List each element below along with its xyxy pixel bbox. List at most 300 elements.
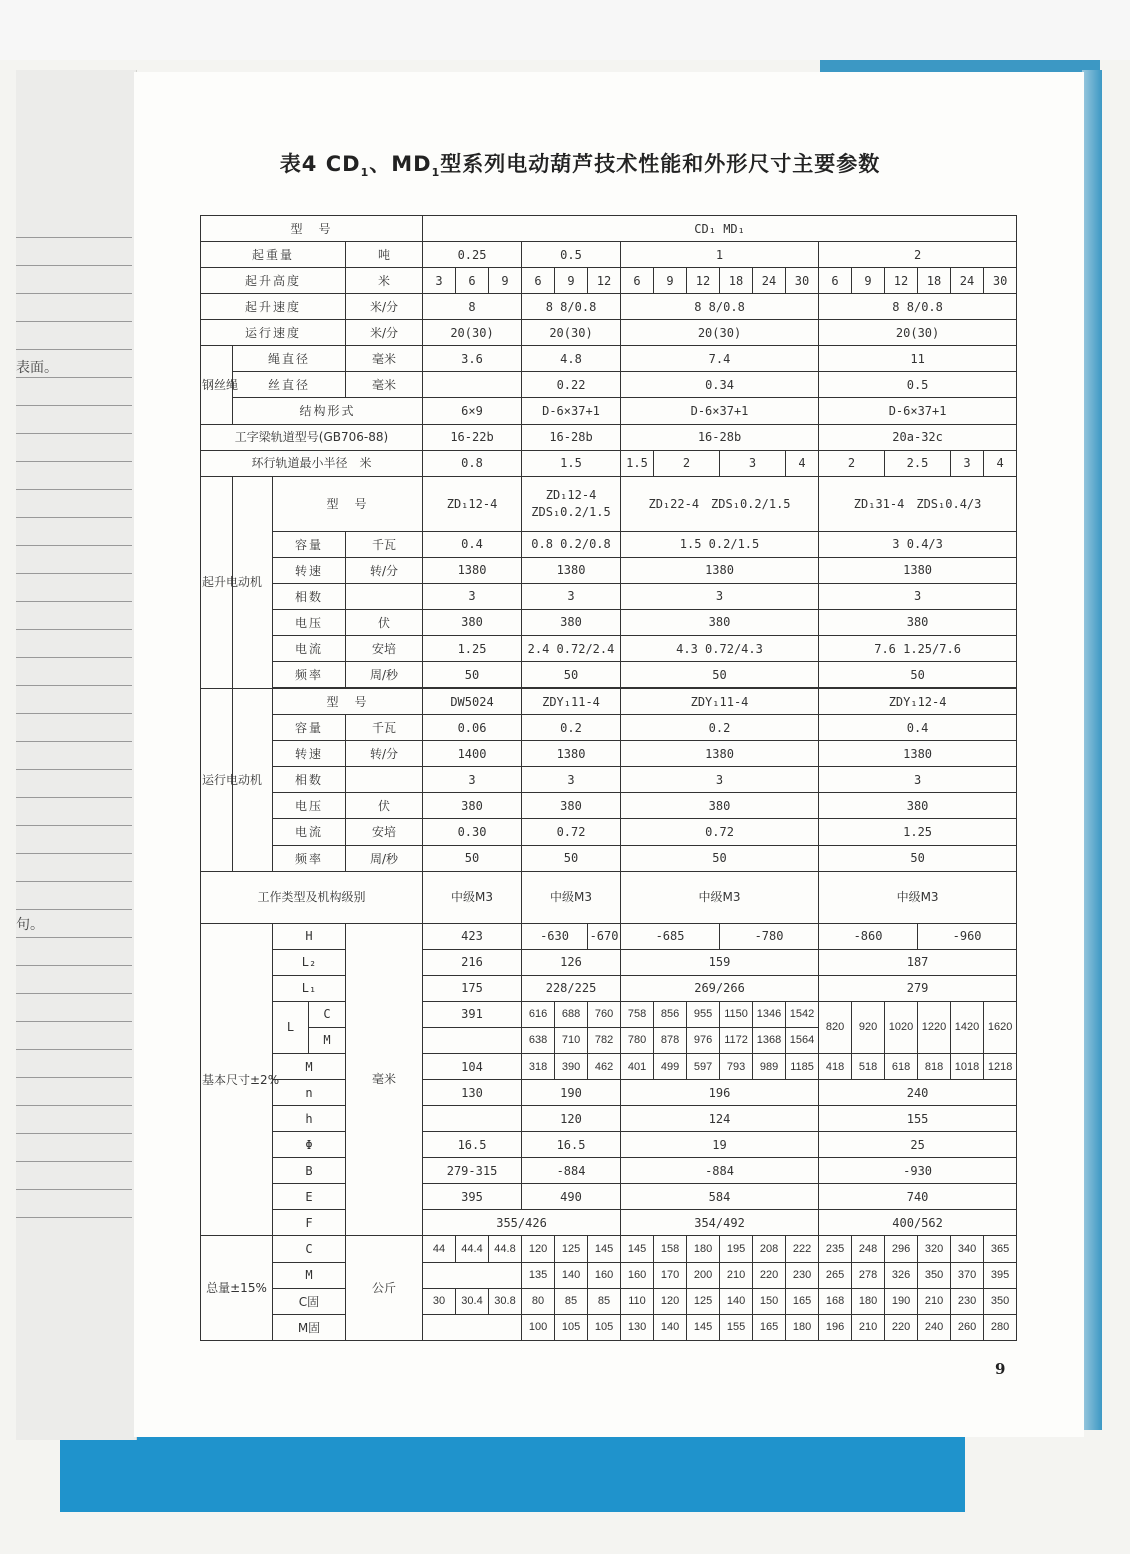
- lift-height-value: 6: [456, 268, 489, 294]
- ibeam-label: 工字梁轨道型号(GB706-88): [201, 424, 423, 450]
- travel-voltage-value: 380: [522, 793, 621, 819]
- title-separator: 、MD: [369, 152, 432, 176]
- dim-value: 499: [654, 1054, 687, 1080]
- work-class-value: 中级M3: [522, 871, 621, 923]
- capacity-value: 2: [819, 242, 1017, 268]
- dim-value: 1542: [786, 1001, 819, 1027]
- table-row: [201, 767, 1017, 793]
- weight-value: 340: [951, 1236, 984, 1262]
- work-class-value: 中级M3: [819, 871, 1017, 923]
- hoist-motor-model-value: ZD₁22-4 ZDS₁0.2/1.5: [621, 476, 819, 531]
- table-row: [201, 949, 1017, 975]
- dim-label: L: [273, 1001, 309, 1053]
- dim-label: L₂: [273, 949, 346, 975]
- dim-value: 355/426: [423, 1210, 621, 1236]
- hoist-current-label: 电流: [273, 636, 346, 662]
- dim-value: 354/492: [621, 1210, 819, 1236]
- dim-value: 279: [819, 975, 1017, 1001]
- travel-speed-motor-value: 1380: [819, 741, 1017, 767]
- spec-table: [200, 215, 1017, 1341]
- weight-value: 105: [555, 1314, 588, 1340]
- lift-height-value: 24: [753, 268, 786, 294]
- dim-sublabel: C: [309, 1001, 346, 1027]
- hoist-speed-label: 转速: [273, 557, 346, 583]
- hoist-speed-value: 1380: [819, 557, 1017, 583]
- ring-radius-unit: 米: [359, 456, 372, 471]
- travel-motor-group-label: 运行电动机: [201, 689, 233, 871]
- dim-value: 401: [621, 1054, 654, 1080]
- travel-frequency-value: 50: [621, 845, 819, 871]
- capacity-value: 0.25: [423, 242, 522, 268]
- table-row: [201, 1184, 1017, 1210]
- travel-phase-unit: [346, 767, 423, 793]
- dim-value: 400/562: [819, 1210, 1017, 1236]
- travel-phase-value: 3: [819, 767, 1017, 793]
- weight-value: 350: [984, 1288, 1017, 1314]
- weight-value: 260: [951, 1314, 984, 1340]
- weight-value: 195: [720, 1236, 753, 1262]
- lift-height-value: 9: [654, 268, 687, 294]
- travel-phase-value: 3: [522, 767, 621, 793]
- hoist-motor-model-label: 型 号: [273, 476, 423, 531]
- page-number: 9: [995, 1360, 1006, 1378]
- dim-value: 1172: [720, 1027, 753, 1053]
- table-row: [201, 609, 1017, 635]
- travel-current-unit: 安培: [346, 819, 423, 845]
- table-row: [201, 268, 1017, 294]
- weight-value: 100: [522, 1314, 555, 1340]
- dim-label: B: [273, 1158, 346, 1184]
- hoist-current-value: 4.3 0.72/4.3: [621, 636, 819, 662]
- travel-speed-label: 运行速度: [201, 320, 346, 346]
- weight-value: 248: [852, 1236, 885, 1262]
- table-row: [201, 216, 1017, 242]
- dim-value: 269/266: [621, 975, 819, 1001]
- blue-cover-edge-bottom: [60, 1432, 965, 1512]
- table-row: [201, 689, 1017, 715]
- table-row: [201, 1158, 1017, 1184]
- dim-value: 758: [621, 1001, 654, 1027]
- weight-value: 370: [951, 1262, 984, 1288]
- weight-value: 170: [654, 1262, 687, 1288]
- hoist-phase-value: 3: [819, 583, 1017, 609]
- dim-value: -930: [819, 1158, 1017, 1184]
- weight-value: 160: [588, 1262, 621, 1288]
- dim-value: 782: [588, 1027, 621, 1053]
- table-row: [201, 1288, 1017, 1314]
- hoist-power-unit: 千瓦: [346, 531, 423, 557]
- travel-speed-value: 20(30): [423, 320, 522, 346]
- weight-value: 168: [819, 1288, 852, 1314]
- basic-dims-label: 基本尺寸±2%: [201, 923, 273, 1236]
- dim-value: -884: [621, 1158, 819, 1184]
- travel-voltage-value: 380: [621, 793, 819, 819]
- weight-value: 80: [522, 1288, 555, 1314]
- weight-label: M: [273, 1262, 346, 1288]
- dim-label: F: [273, 1210, 346, 1236]
- ring-radius-value: 3: [951, 450, 984, 476]
- table-row: [201, 1106, 1017, 1132]
- weight-value: 130: [621, 1314, 654, 1340]
- dim-value: 740: [819, 1184, 1017, 1210]
- travel-frequency-unit: 周/秒: [346, 845, 423, 871]
- travel-power-value: 0.2: [522, 715, 621, 741]
- weight-value: 230: [786, 1262, 819, 1288]
- weight-value: 326: [885, 1262, 918, 1288]
- ring-radius-label: 环行轨道最小半径: [251, 456, 348, 471]
- dim-value: 760: [588, 1001, 621, 1027]
- dim-value: 584: [621, 1184, 819, 1210]
- work-class-value: 中级M3: [423, 871, 522, 923]
- title-prefix: 表4 CD: [279, 152, 361, 176]
- table-row: [201, 1054, 1017, 1080]
- dim-value: 688: [555, 1001, 588, 1027]
- rope-diameter-value: 4.8: [522, 346, 621, 372]
- weight-value: 85: [588, 1288, 621, 1314]
- hoist-voltage-label: 电压: [273, 609, 346, 635]
- travel-current-value: 0.72: [522, 819, 621, 845]
- weight-value: 145: [621, 1236, 654, 1262]
- dim-value: 16.5: [423, 1132, 522, 1158]
- weight-value: 208: [753, 1236, 786, 1262]
- dim-value: 597: [687, 1054, 720, 1080]
- dim-value: 159: [621, 949, 819, 975]
- travel-current-label: 电流: [273, 819, 346, 845]
- table-row: [201, 1210, 1017, 1236]
- travel-power-value: 0.4: [819, 715, 1017, 741]
- dim-value: 19: [621, 1132, 819, 1158]
- table-row: [201, 1001, 1017, 1027]
- wire-diameter-unit: 毫米: [346, 372, 423, 398]
- dim-value: 124: [621, 1106, 819, 1132]
- title-subscript: 1: [431, 166, 441, 180]
- dim-label: E: [273, 1184, 346, 1210]
- table-row: [201, 398, 1017, 424]
- travel-phase-value: 3: [423, 767, 522, 793]
- dim-label: H: [273, 923, 346, 949]
- capacity-value: 1: [621, 242, 819, 268]
- weight-value: 220: [753, 1262, 786, 1288]
- hoist-voltage-value: 380: [621, 609, 819, 635]
- dim-value: 130: [423, 1080, 522, 1106]
- dim-value: 25: [819, 1132, 1017, 1158]
- structure-value: D-6×37+1: [819, 398, 1017, 424]
- dim-value: 780: [621, 1027, 654, 1053]
- weight-value: 365: [984, 1236, 1017, 1262]
- dim-value: 878: [654, 1027, 687, 1053]
- dim-value: 820: [819, 1001, 852, 1053]
- lift-height-value: 9: [489, 268, 522, 294]
- hoist-voltage-value: 380: [819, 609, 1017, 635]
- lift-height-unit: 米: [346, 268, 423, 294]
- dim-value: 126: [522, 949, 621, 975]
- weight-value: 150: [753, 1288, 786, 1314]
- weight-value: 180: [687, 1236, 720, 1262]
- dim-value: 920: [852, 1001, 885, 1053]
- table-row: [201, 636, 1017, 662]
- hoist-frequency-value: 50: [423, 662, 522, 688]
- travel-motor-model-value: DW5024: [423, 689, 522, 715]
- ring-radius-value: 2: [819, 450, 885, 476]
- dim-value: 418: [819, 1054, 852, 1080]
- capacity-unit: 吨: [346, 242, 423, 268]
- travel-voltage-label: 电压: [273, 793, 346, 819]
- hoist-phase-label: 相数: [273, 583, 346, 609]
- wire-diameter-value: 0.5: [819, 372, 1017, 398]
- lift-height-value: 9: [852, 268, 885, 294]
- ibeam-value: 16-22b: [423, 424, 522, 450]
- dim-value: 1185: [786, 1054, 819, 1080]
- dim-value: 793: [720, 1054, 753, 1080]
- hoist-speed-value: 1380: [423, 557, 522, 583]
- table-row: [201, 424, 1017, 450]
- hoist-motor-model-value: ZD₁31-4 ZDS₁0.4/3: [819, 476, 1017, 531]
- hoist-power-value: 1.5 0.2/1.5: [621, 531, 819, 557]
- dims-unit: 毫米: [346, 923, 423, 1236]
- weight-value: 280: [984, 1314, 1017, 1340]
- travel-motor-model-value: ZDY₁11-4: [522, 689, 621, 715]
- weight-value: 265: [819, 1262, 852, 1288]
- weight-value: 165: [753, 1314, 786, 1340]
- hoist-speed-unit: 转/分: [346, 557, 423, 583]
- dim-value: -670: [588, 923, 621, 949]
- lift-height-value: 30: [984, 268, 1017, 294]
- lift-speed-value: 8 8/0.8: [819, 294, 1017, 320]
- table-row: [201, 450, 1017, 476]
- hoist-power-value: 0.4: [423, 531, 522, 557]
- travel-motor-model-label: 型 号: [273, 689, 423, 715]
- scan-background: [0, 0, 1130, 60]
- lift-height-value: 6: [621, 268, 654, 294]
- wire-diameter-value: 0.22: [522, 372, 621, 398]
- weight-value: 320: [918, 1236, 951, 1262]
- lift-speed-value: 8: [423, 294, 522, 320]
- work-class-label: 工作类型及机构级别: [201, 871, 423, 923]
- structure-label: 结构形式: [233, 398, 423, 424]
- lift-height-value: 6: [819, 268, 852, 294]
- weight-value: 125: [687, 1288, 720, 1314]
- weight-label: M固: [273, 1314, 346, 1340]
- table-row: [201, 1314, 1017, 1340]
- dim-value: [423, 1106, 522, 1132]
- weight-value: 180: [786, 1314, 819, 1340]
- table-row: [201, 476, 1017, 531]
- travel-power-unit: 千瓦: [346, 715, 423, 741]
- table-row: [201, 294, 1017, 320]
- travel-current-value: 0.30: [423, 819, 522, 845]
- hoist-voltage-value: 380: [522, 609, 621, 635]
- weight-value: 120: [654, 1288, 687, 1314]
- table-row: [201, 662, 1017, 688]
- weight-value: 196: [819, 1314, 852, 1340]
- dim-value: 710: [555, 1027, 588, 1053]
- hoist-motor-model-value: ZD₁12-4: [423, 476, 522, 531]
- dim-value: 318: [522, 1054, 555, 1080]
- dim-value: 196: [621, 1080, 819, 1106]
- dim-value: 390: [555, 1054, 588, 1080]
- work-class-value: 中级M3: [621, 871, 819, 923]
- weight-label: C固: [273, 1288, 346, 1314]
- travel-speed-motor-value: 1380: [621, 741, 819, 767]
- dim-value: -685: [621, 923, 720, 949]
- header-model-value: CD₁ MD₁: [423, 216, 1017, 242]
- table-row: [201, 741, 1017, 767]
- weight-value: 210: [918, 1288, 951, 1314]
- dim-value: 395: [423, 1184, 522, 1210]
- dim-value: 1220: [918, 1001, 951, 1053]
- travel-voltage-unit: 伏: [346, 793, 423, 819]
- wire-diameter-label: 丝直径: [233, 372, 346, 398]
- weight-value: 125: [555, 1236, 588, 1262]
- total-weight-label: 总量±15%: [201, 1236, 273, 1341]
- travel-speed-motor-unit: 转/分: [346, 741, 423, 767]
- table-row: [201, 583, 1017, 609]
- rope-diameter-value: 3.6: [423, 346, 522, 372]
- dim-value: 16.5: [522, 1132, 621, 1158]
- weight-value: 145: [588, 1236, 621, 1262]
- lift-height-value: 12: [687, 268, 720, 294]
- structure-value: D-6×37+1: [621, 398, 819, 424]
- left-page-fragment: 句。: [16, 917, 44, 933]
- hoist-speed-value: 1380: [621, 557, 819, 583]
- dim-value: 187: [819, 949, 1017, 975]
- dim-value: -860: [819, 923, 918, 949]
- hoist-voltage-unit: 伏: [346, 609, 423, 635]
- weight-label: C: [273, 1236, 346, 1262]
- table-row: [201, 346, 1017, 372]
- dim-value: 240: [819, 1080, 1017, 1106]
- weight-value: 165: [786, 1288, 819, 1314]
- dim-value: 1368: [753, 1027, 786, 1053]
- dim-value: -630: [522, 923, 588, 949]
- table-title: [200, 148, 960, 179]
- weight-value: 30: [423, 1288, 456, 1314]
- weight-value: 190: [885, 1288, 918, 1314]
- hoist-motor-group-label: 起升电动机: [201, 476, 233, 689]
- dim-label: h: [273, 1106, 346, 1132]
- dim-value: 1018: [951, 1054, 984, 1080]
- hoist-phase-value: 3: [522, 583, 621, 609]
- table-row: [201, 1236, 1017, 1262]
- hoist-motor-model-value-cell: [522, 476, 621, 531]
- lift-height-value: 18: [720, 268, 753, 294]
- dim-label: Φ: [273, 1132, 346, 1158]
- ibeam-value: 16-28b: [621, 424, 819, 450]
- lift-height-value: 3: [423, 268, 456, 294]
- ring-radius-value: 4: [786, 450, 819, 476]
- dim-value: 1420: [951, 1001, 984, 1053]
- travel-current-value: 1.25: [819, 819, 1017, 845]
- travel-phase-label: 相数: [273, 767, 346, 793]
- weight-value: 210: [720, 1262, 753, 1288]
- dim-value: 1620: [984, 1001, 1017, 1053]
- hoist-power-label: 容量: [273, 531, 346, 557]
- hoist-frequency-unit: 周/秒: [346, 662, 423, 688]
- dim-value: 976: [687, 1027, 720, 1053]
- weight-value: 44: [423, 1236, 456, 1262]
- dim-value-empty: [423, 1027, 522, 1053]
- table-row: [201, 975, 1017, 1001]
- dim-value: 955: [687, 1001, 720, 1027]
- dim-value: 616: [522, 1001, 555, 1027]
- lift-height-value: 18: [918, 268, 951, 294]
- hoist-current-unit: 安培: [346, 636, 423, 662]
- dim-value: 638: [522, 1027, 555, 1053]
- weight-value: 158: [654, 1236, 687, 1262]
- travel-speed-unit: 米/分: [346, 320, 423, 346]
- lift-height-value: 6: [522, 268, 555, 294]
- dim-value: 391: [423, 1001, 522, 1027]
- title-subscript: 1: [360, 166, 370, 180]
- weight-value: 120: [522, 1236, 555, 1262]
- table-row: [201, 1132, 1017, 1158]
- dim-value: 279-315: [423, 1158, 522, 1184]
- blue-cover-edge-right: [1082, 70, 1102, 1430]
- structure-value: D-6×37+1: [522, 398, 621, 424]
- lift-height-label: 起升高度: [201, 268, 346, 294]
- weight-value-empty: [423, 1314, 522, 1340]
- weight-value: 135: [522, 1262, 555, 1288]
- table-row: [201, 531, 1017, 557]
- travel-speed-value: 20(30): [819, 320, 1017, 346]
- dim-value: 155: [819, 1106, 1017, 1132]
- table-row: [201, 372, 1017, 398]
- dim-value: 1346: [753, 1001, 786, 1027]
- travel-voltage-value: 380: [423, 793, 522, 819]
- weight-value: 296: [885, 1236, 918, 1262]
- lift-speed-unit: 米/分: [346, 294, 423, 320]
- travel-power-label: 容量: [273, 715, 346, 741]
- dim-value: 818: [918, 1054, 951, 1080]
- table-row: [201, 793, 1017, 819]
- weight-value: 105: [588, 1314, 621, 1340]
- ibeam-value: 16-28b: [522, 424, 621, 450]
- weight-value: 278: [852, 1262, 885, 1288]
- dim-value: 175: [423, 975, 522, 1001]
- weight-unit: 公斤: [346, 1236, 423, 1341]
- hoist-power-value: 3 0.4/3: [819, 531, 1017, 557]
- lift-height-value: 24: [951, 268, 984, 294]
- dim-value: -780: [720, 923, 819, 949]
- travel-speed-motor-label: 转速: [273, 741, 346, 767]
- hoist-phase-value: 3: [621, 583, 819, 609]
- weight-value: 44.4: [456, 1236, 489, 1262]
- weight-value: 110: [621, 1288, 654, 1314]
- dim-value: 228/225: [522, 975, 621, 1001]
- lift-height-value: 12: [885, 268, 918, 294]
- hoist-current-value: 7.6 1.25/7.6: [819, 636, 1017, 662]
- weight-value: 140: [654, 1314, 687, 1340]
- hoist-frequency-value: 50: [819, 662, 1017, 688]
- weight-value: 230: [951, 1288, 984, 1314]
- lift-height-value: 30: [786, 268, 819, 294]
- dim-value: 618: [885, 1054, 918, 1080]
- title-rest: 型系列电动葫芦技术性能和外形尺寸主要参数: [440, 152, 881, 176]
- dim-value: 518: [852, 1054, 885, 1080]
- weight-value: 155: [720, 1314, 753, 1340]
- dim-value: 856: [654, 1001, 687, 1027]
- rope-diameter-value: 7.4: [621, 346, 819, 372]
- travel-power-value: 0.06: [423, 715, 522, 741]
- travel-speed-value: 20(30): [621, 320, 819, 346]
- weight-value: 140: [555, 1262, 588, 1288]
- hoist-speed-value: 1380: [522, 557, 621, 583]
- rope-diameter-unit: 毫米: [346, 346, 423, 372]
- lift-speed-value: 8 8/0.8: [522, 294, 621, 320]
- travel-current-value: 0.72: [621, 819, 819, 845]
- wire-diameter-value: 0.34: [621, 372, 819, 398]
- weight-value-empty: [423, 1262, 522, 1288]
